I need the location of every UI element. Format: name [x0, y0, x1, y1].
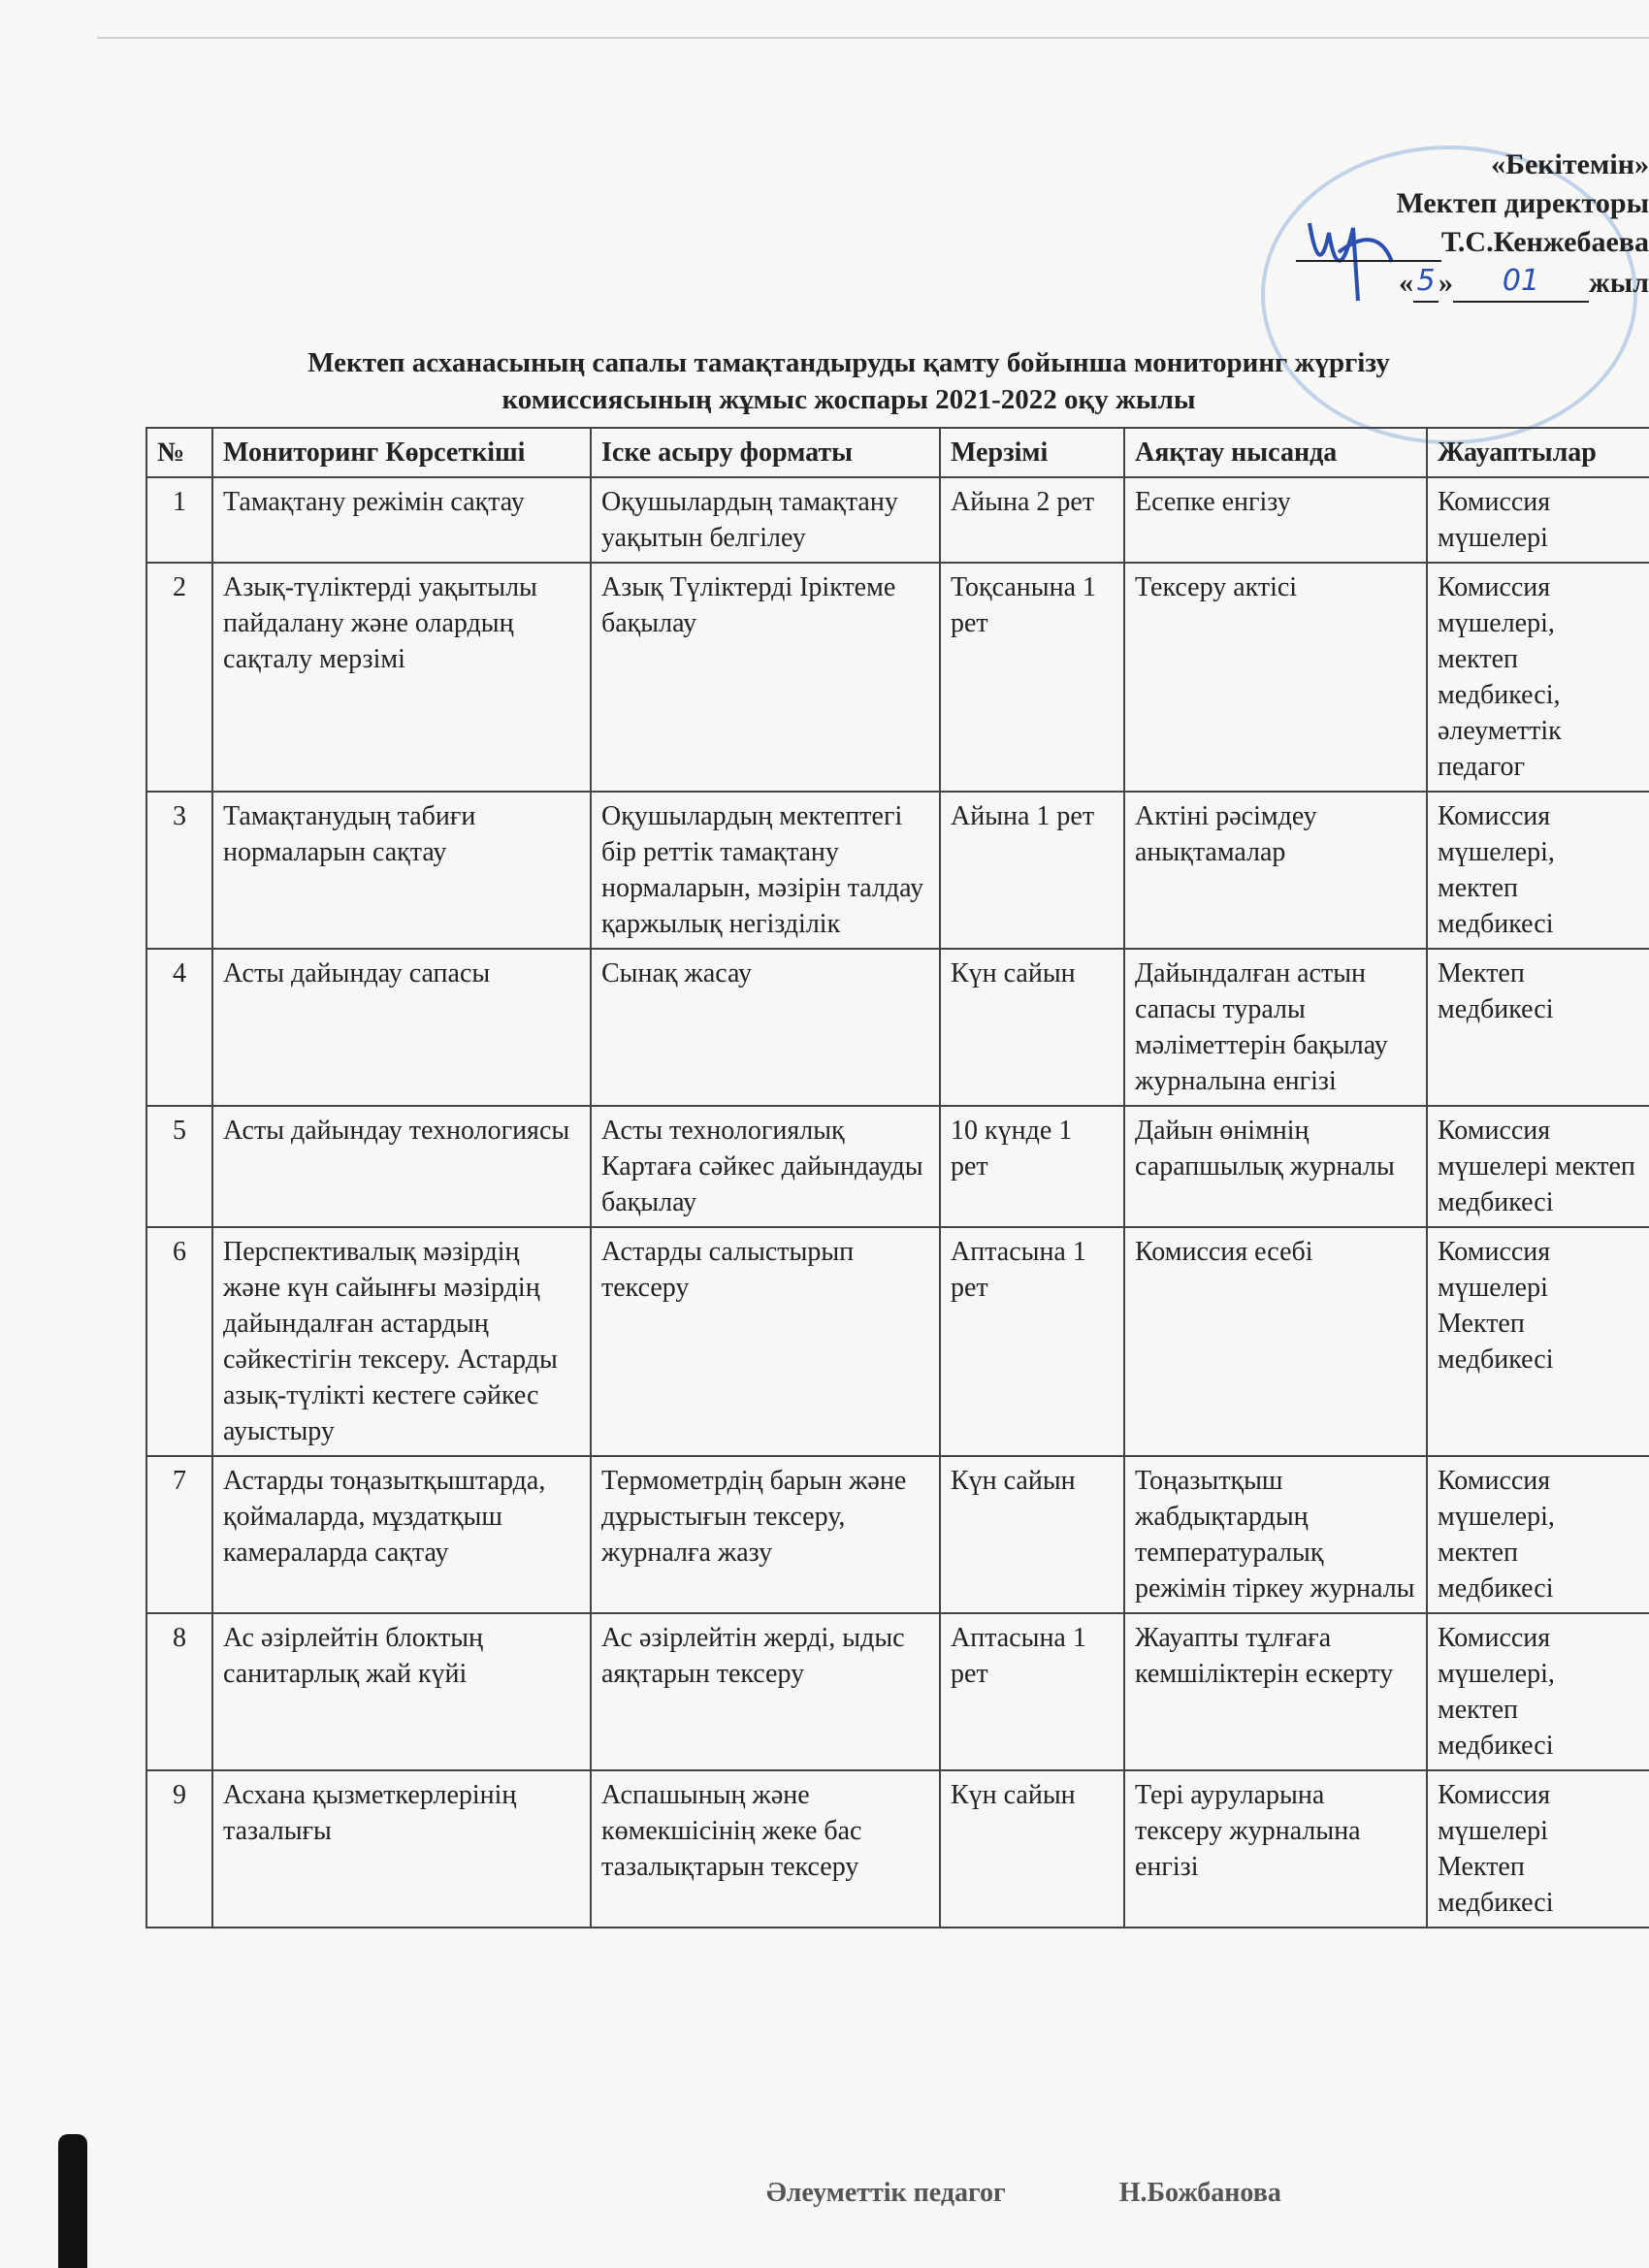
col-header-responsible: Жауаптылар	[1427, 428, 1649, 477]
table-row	[146, 1106, 1649, 1227]
deadline-cell: Күн сайын	[940, 1770, 1124, 1928]
indicator-cell: Тамақтанудың табиғи нормаларын сақтау	[212, 792, 591, 949]
col-header-indicator: Мониторинг Көрсеткіші	[212, 428, 591, 477]
completion-cell: Жауапты тұлғаға кемшіліктерін ескерту	[1124, 1613, 1427, 1770]
completion-cell: Актіні рәсімдеу анықтамалар	[1124, 792, 1427, 949]
deadline-cell: Айына 2 рет	[940, 477, 1124, 563]
completion-cell: Дайындалған астын сапасы туралы мәліметтерін бақылау журналына енгізі	[1124, 949, 1427, 1106]
responsible-cell: Комиссия мүшелері, мектеп медбикесі	[1427, 1456, 1649, 1613]
responsible-cell: Комиссия мүшелері, мектеп медбикесі, әлеуметтік педагог	[1427, 563, 1649, 792]
table-row	[146, 792, 1649, 949]
row-number: 5	[146, 1106, 212, 1227]
title-line-1: Мектеп асханасының сапалы тамақтандыруды қамту бойынша мониторинг жүргізу	[307, 347, 1390, 378]
director-name-row	[1242, 223, 1649, 262]
table-row	[146, 1227, 1649, 1456]
indicator-cell: Перспективалық мәзірдің және күн сайынғы мәзірдің дайындалған астардың сәйкестігін тексеру. Астарды азық-түлікті кестеге сәйкес ауыстыру	[212, 1227, 591, 1456]
date-close-quote: »	[1438, 267, 1453, 299]
responsible-cell: Комиссия мүшелері мектеп медбикесі	[1427, 1106, 1649, 1227]
indicator-cell: Асты дайындау сапасы	[212, 949, 591, 1106]
deadline-cell: 10 күнде 1 рет	[940, 1106, 1124, 1227]
col-header-number: №	[146, 428, 212, 477]
format-cell: Астарды салыстырып тексеру	[591, 1227, 940, 1456]
document-footer	[766, 2178, 1445, 2209]
table-row	[146, 949, 1649, 1106]
deadline-cell: Күн сайын	[940, 949, 1124, 1106]
table-row	[146, 1613, 1649, 1770]
format-cell: Асты технологиялық Картаға сәйкес дайындауды бақылау	[591, 1106, 940, 1227]
director-position: Мектеп директоры	[1396, 187, 1649, 219]
format-cell: Термометрдің барын және дұрыстығын тексеру, журналға жазу	[591, 1456, 940, 1613]
table-row	[146, 1770, 1649, 1928]
indicator-cell: Астарды тоңазытқыштарда, қоймаларда, мұздатқыш камераларда сақтау	[212, 1456, 591, 1613]
table-header-row	[146, 428, 1649, 477]
row-number: 8	[146, 1613, 212, 1770]
scan-edge-mark	[58, 2134, 87, 2268]
row-number: 6	[146, 1227, 212, 1456]
row-number: 1	[146, 477, 212, 563]
deadline-cell: Аптасына 1 рет	[940, 1613, 1124, 1770]
deadline-cell: Аптасына 1 рет	[940, 1227, 1124, 1456]
responsible-cell: Мектеп медбикесі	[1427, 949, 1649, 1106]
approval-date	[1242, 262, 1649, 303]
format-cell: Аспашының және көмекшісінің жеке бас тазалықтарын тексеру	[591, 1770, 940, 1928]
indicator-cell: Ас әзірлейтін блоктың санитарлық жай күйі	[212, 1613, 591, 1770]
footer-name: Н.Божбанова	[1118, 2178, 1281, 2208]
table-row	[146, 477, 1649, 563]
responsible-cell: Комиссия мүшелері, мектеп медбикесі	[1427, 1613, 1649, 1770]
row-number: 4	[146, 949, 212, 1106]
row-number: 9	[146, 1770, 212, 1928]
responsible-cell: Комиссия мүшелері	[1427, 477, 1649, 563]
row-number: 2	[146, 563, 212, 792]
work-plan-table	[146, 427, 1649, 1928]
indicator-cell: Асты дайындау технологиясы	[212, 1106, 591, 1227]
format-cell: Азық Түліктерді Іріктеме бақылау	[591, 563, 940, 792]
director-name: Т.С.Кенжебаева	[1440, 226, 1649, 258]
scan-edge-line	[97, 37, 1649, 39]
document-title	[146, 344, 1552, 418]
responsible-cell: Комиссия мүшелері Мектеп медбикесі	[1427, 1770, 1649, 1928]
indicator-cell: Тамақтану режімін сақтау	[212, 477, 591, 563]
responsible-cell: Комиссия мүшелері, мектеп медбикесі	[1427, 792, 1649, 949]
date-year-suffix: жыл	[1588, 267, 1649, 299]
format-cell: Оқушылардың тамақтану уақытын белгілеу	[591, 477, 940, 563]
completion-cell: Комиссия есебі	[1124, 1227, 1427, 1456]
title-line-2: комиссиясының жұмыс жоспары 2021-2022 оқу жылы	[501, 384, 1196, 415]
col-header-format: Іске асыру форматы	[591, 428, 940, 477]
footer-role: Әлеуметтік педагог	[766, 2178, 1006, 2208]
row-number: 7	[146, 1456, 212, 1613]
format-cell: Ас әзірлейтін жерді, ыдыс аяқтарын тексеру	[591, 1613, 940, 1770]
approval-heading: «Бекітемін»	[1491, 148, 1649, 180]
table-row	[146, 563, 1649, 792]
responsible-cell: Комиссия мүшелері Мектеп медбикесі	[1427, 1227, 1649, 1456]
date-open-quote: «	[1398, 267, 1413, 299]
date-day: 5	[1413, 262, 1439, 303]
completion-cell: Дайын өнімнің сарапшылық журналы	[1124, 1106, 1427, 1227]
completion-cell: Тоңазытқыш жабдықтардың температуралық режімін тіркеу журналы	[1124, 1456, 1427, 1613]
deadline-cell: Тоқсанына 1 рет	[940, 563, 1124, 792]
deadline-cell: Күн сайын	[940, 1456, 1124, 1613]
date-month: 01	[1453, 262, 1589, 303]
indicator-cell: Азық-түліктерді уақытылы пайдалану және олардың сақталу мерзімі	[212, 563, 591, 792]
deadline-cell: Айына 1 рет	[940, 792, 1124, 949]
col-header-deadline: Мерзімі	[940, 428, 1124, 477]
completion-cell: Есепке енгізу	[1124, 477, 1427, 563]
approval-block	[1242, 146, 1649, 303]
table-row	[146, 1456, 1649, 1613]
completion-cell: Тері ауруларына тексеру журналына енгізі	[1124, 1770, 1427, 1928]
format-cell: Сынақ жасау	[591, 949, 940, 1106]
indicator-cell: Асхана қызметкерлерінің тазалығы	[212, 1770, 591, 1928]
completion-cell: Тексеру актісі	[1124, 563, 1427, 792]
row-number: 3	[146, 792, 212, 949]
format-cell: Оқушылардың мектептегі бір реттік тамақтану нормаларын, мәзірін талдау қаржылық негізділік	[591, 792, 940, 949]
col-header-completion: Аяқтау нысанда	[1124, 428, 1427, 477]
